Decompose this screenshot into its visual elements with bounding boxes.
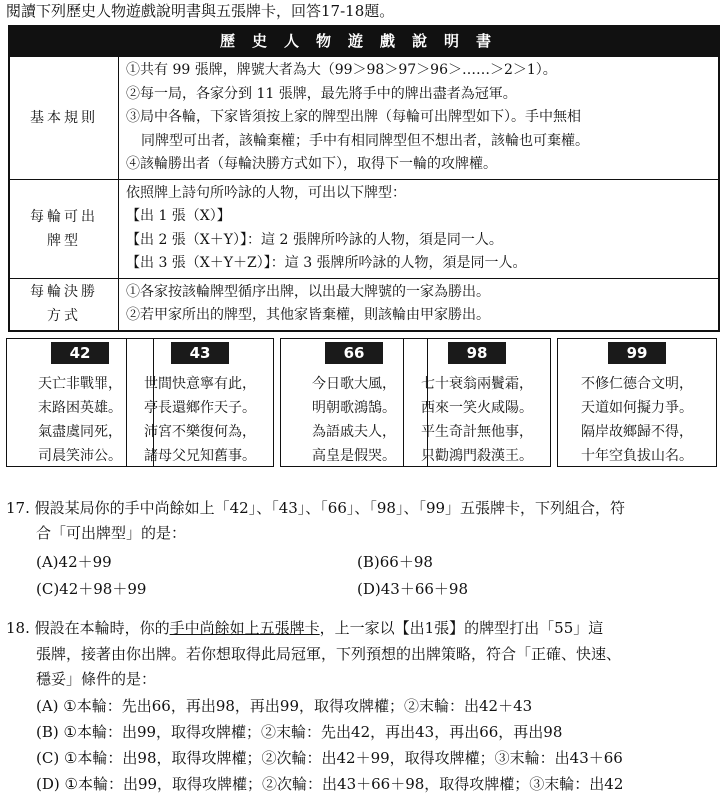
rules-row-heading: [10, 180, 119, 278]
q17-stem-line1: 17. 假設某局你的手中尚餘如上「42」、「43」、「66」、「98」、「99」五張牌卡，下列組合，符: [6, 499, 626, 517]
q18-option-a: (A) ①本輪：先出66，再出98，再出99，取得攻牌權；②末輪：出42＋43: [36, 697, 533, 715]
rule-line: 【出 1 張（X）】: [126, 208, 231, 224]
q18-stem-line1: [6, 616, 603, 640]
card-verse-line: 隔岸故鄉歸不得，: [581, 424, 693, 440]
card-number: 42: [51, 342, 109, 364]
card-verse-line: 為語戚夫人，: [312, 424, 396, 440]
card-verse-line: 明朝歌鴻鵠。: [312, 400, 396, 416]
rule-line: ③局中各輪，下家皆須按上家的牌型出牌（每輪可出牌型如下）。手中無相: [126, 109, 581, 125]
q17-option-b: (B)66＋98: [357, 553, 433, 571]
heading-line: 每輪決勝: [30, 284, 98, 300]
card-number: 98: [448, 342, 506, 364]
card-number: 66: [325, 342, 383, 364]
q18-underlined-text: 手中尚餘如上五張牌卡: [169, 619, 320, 637]
card-verse-line: 諸母父兄知舊事。: [144, 448, 256, 464]
rules-row-content: [119, 279, 718, 330]
card-verse-line: 十年空負拔山名。: [581, 448, 693, 464]
rule-line: ②每一局，各家分到 11 張牌，最先將手中的牌出盡者為冠軍。: [126, 85, 517, 102]
q18-option-d: (D) ①本輪：出99，取得攻牌權；②次輪：出43＋66＋98，取得攻牌權；③末輪：出42: [36, 775, 624, 793]
q18-option-c: (C) ①本輪：出98，取得攻牌權；②次輪：出42＋99，取得攻牌權；③末輪：出43＋66: [36, 749, 623, 767]
card-verse-line: 末路困英雄。: [38, 400, 122, 416]
card-verse-line: 沛宮不樂復何為，: [144, 424, 256, 440]
q18-stem-line2: 張牌，接著由你出牌。若你想取得此局冠軍，下列預想的出牌策略，符合「正確、快速、: [36, 645, 622, 663]
q17-option-a: (A)42＋99: [36, 553, 112, 571]
heading-line: 方式: [47, 308, 81, 324]
rule-line: 依照牌上詩句所吟詠的人物，可出以下牌型：: [126, 184, 406, 201]
card-verse-line: 天亡非戰罪，: [38, 376, 122, 392]
q18-stem-part: 18. 假設在本輪時，你的: [6, 619, 170, 637]
q17-option-c: (C)42＋98＋99: [36, 580, 147, 598]
card-verse-line: 高皇是假哭。: [312, 448, 396, 464]
card-verse-line: 今日歌大風，: [312, 376, 396, 392]
card-98: [403, 338, 551, 467]
card-99: [557, 338, 717, 467]
card-43: [126, 338, 274, 467]
rules-row-card-types: [10, 179, 718, 278]
card-verse-line: 不修仁德合文明，: [581, 376, 693, 392]
card-verse-line: 只勸鴻門殺漢王。: [421, 448, 533, 464]
rule-line: ①各家按該輪牌型循序出牌，以出最大牌號的一家為勝出。: [126, 283, 490, 300]
heading-line: 每輪可出: [30, 208, 98, 225]
rule-line: 【出 3 張（X＋Y＋Z）】：這 3 張牌所吟詠的人物，須是同一人。: [126, 255, 527, 271]
rule-line: ②若甲家所出的牌型，其他家皆棄權，則該輪由甲家勝出。: [126, 307, 490, 323]
card-verse-line: 七十衰翁兩鬢霜，: [421, 376, 533, 392]
rules-row-heading: [10, 279, 119, 330]
rules-row-content: [119, 57, 718, 179]
card-number: 99: [608, 342, 666, 364]
q18-stem-line3: 穩妥」條件的是：: [36, 670, 157, 688]
rules-row-content: [119, 180, 718, 278]
rules-row-basic: [10, 56, 718, 179]
rule-line: 同牌型可出者，該輪棄權；手中有相同牌型但不想出者，該輪也可棄權。: [141, 132, 589, 149]
rule-line: ④該輪勝出者（每輪決勝方式如下），取得下一輪的攻牌權。: [126, 156, 497, 172]
card-verse-line: 平生奇計無他事，: [421, 424, 533, 440]
rule-line: ①共有 99 張牌，牌號大者為大（99＞98＞97＞96＞……＞2＞1）。: [126, 62, 557, 78]
q17-option-d: (D)43＋66＋98: [357, 580, 468, 598]
rules-title: 歷史人物遊戲說明書: [10, 27, 718, 56]
card-verse-line: 西來一笑火咸陽。: [421, 400, 533, 416]
q18-stem-part: ，上一家以【出1張】的牌型打出「55」這: [319, 619, 604, 637]
rules-row-winning: [10, 278, 718, 330]
card-verse-line: 亭長還鄉作天子。: [144, 400, 256, 416]
rule-line: 【出 2 張（X＋Y）】：這 2 張牌所吟詠的人物，須是同一人。: [126, 231, 503, 248]
intro-text: 閱讀下列歷史人物遊戲說明書與五張牌卡，回答17-18題。: [6, 2, 395, 20]
q18-option-b: (B) ①本輪：出99，取得攻牌權；②末輪：先出42，再出43，再出66，再出98: [36, 723, 563, 741]
rules-row-heading: 基本規則: [10, 57, 119, 179]
card-verse-line: 天道如何擬力爭。: [581, 400, 693, 416]
heading-line: 牌型: [47, 232, 81, 249]
rules-table: [8, 25, 720, 332]
card-verse-line: 氣盡虞同死，: [38, 424, 122, 440]
card-verse-line: 世間快意寧有此，: [144, 376, 256, 392]
card-verse-line: 司晨笑沛公。: [38, 448, 122, 464]
card-number: 43: [171, 342, 229, 364]
q17-stem-line2: 合「可出牌型」的是：: [36, 524, 187, 542]
